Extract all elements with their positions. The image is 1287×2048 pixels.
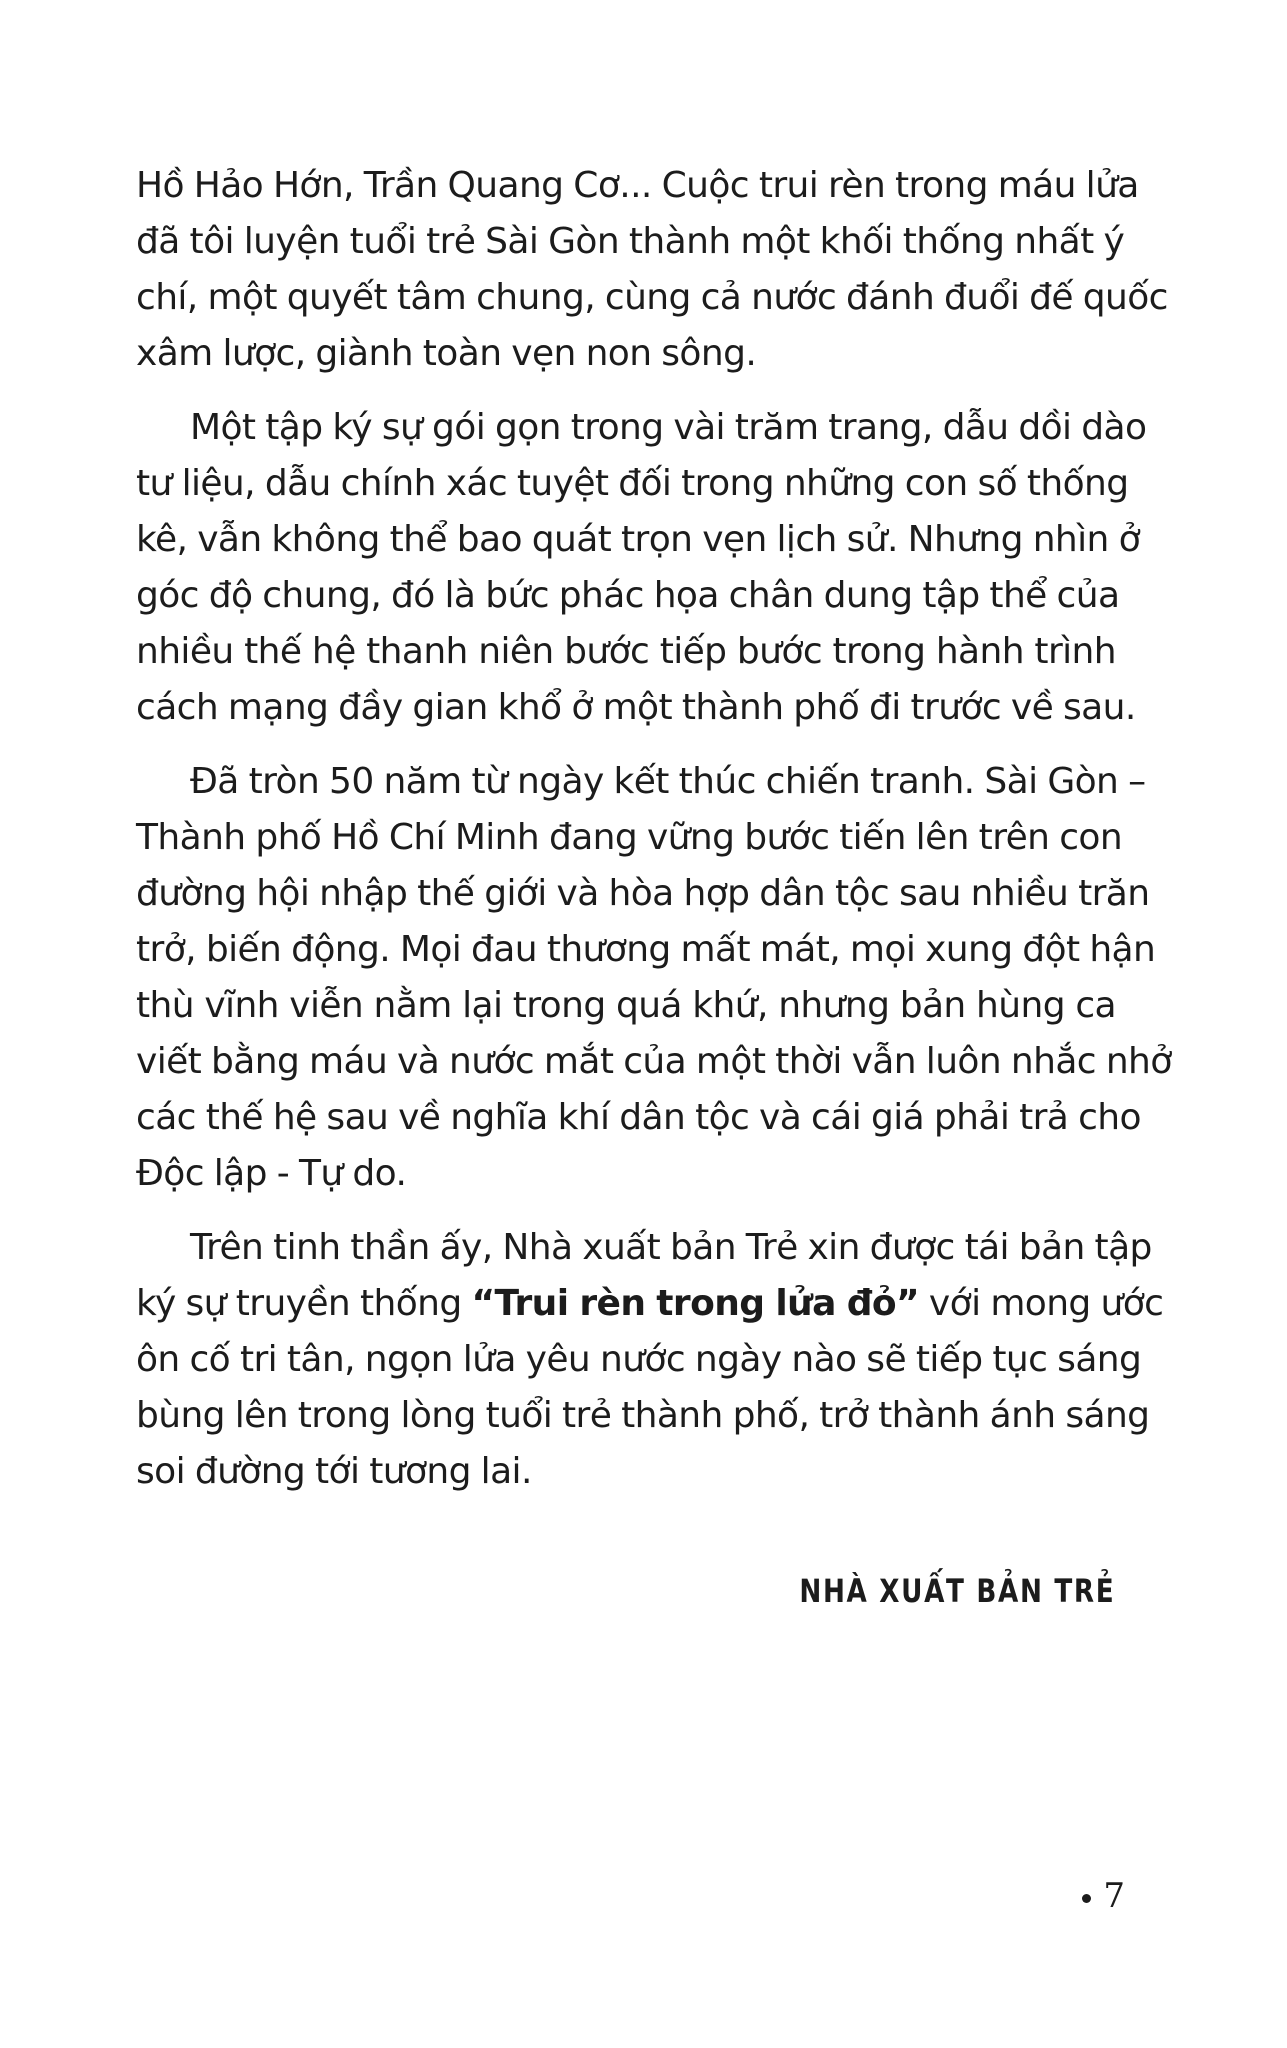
- text-line: tư liệu, dẫu chính xác tuyệt đối trong những con số thống: [136, 463, 1129, 504]
- text-line: đường hội nhập thế giới và hòa hợp dân tộc sau nhiều trăn: [136, 873, 1150, 914]
- text-line: Trên tinh thần ấy, Nhà xuất bản Trẻ xin được tái bản tập: [190, 1227, 1152, 1268]
- text-line: góc độ chung, đó là bức phác họa chân dung tập thể của: [136, 575, 1120, 616]
- text-line: soi đường tới tương lai.: [136, 1451, 532, 1492]
- text-segment: ký sự truyền thống: [136, 1283, 472, 1324]
- paragraph-4: [136, 1220, 1164, 1500]
- text-line: đã tôi luyện tuổi trẻ Sài Gòn thành một khối thống nhất ý: [136, 221, 1125, 262]
- text-line: Độc lập - Tự do.: [136, 1153, 407, 1194]
- text-line-with-book-title: [136, 1276, 1164, 1332]
- text-line: trở, biến động. Mọi đau thương mất mát, mọi xung đột hận: [136, 929, 1156, 970]
- text-line: bùng lên trong lòng tuổi trẻ thành phố, trở thành ánh sáng: [136, 1395, 1150, 1436]
- paragraph-3: [136, 754, 1172, 1202]
- body-text: [136, 158, 1172, 1518]
- paragraph-2: [136, 400, 1147, 736]
- bullet-icon: [1082, 1894, 1091, 1903]
- text-line: các thế hệ sau về nghĩa khí dân tộc và cái giá phải trả cho: [136, 1097, 1141, 1138]
- publisher-signature: NHÀ XUẤT BẢN TRẺ: [799, 1572, 1115, 1610]
- text-line: viết bằng máu và nước mắt của một thời vẫn luôn nhắc nhở: [136, 1041, 1172, 1082]
- text-line: nhiều thế hệ thanh niên bước tiếp bước trong hành trình: [136, 631, 1116, 672]
- text-line: chí, một quyết tâm chung, cùng cả nước đánh đuổi đế quốc: [136, 277, 1168, 318]
- page-number: 7: [1103, 1876, 1125, 1916]
- text-line: Hồ Hảo Hớn, Trần Quang Cơ... Cuộc trui rèn trong máu lửa: [136, 165, 1139, 206]
- text-line: kê, vẫn không thể bao quát trọn vẹn lịch sử. Nhưng nhìn ở: [136, 519, 1141, 560]
- text-line: Thành phố Hồ Chí Minh đang vững bước tiến lên trên con: [136, 817, 1123, 858]
- text-segment: với mong ước: [919, 1283, 1164, 1324]
- text-line: xâm lược, giành toàn vẹn non sông.: [136, 333, 757, 374]
- page-number-footer: [1082, 1876, 1125, 1916]
- text-line: Đã tròn 50 năm từ ngày kết thúc chiến tranh. Sài Gòn –: [190, 761, 1146, 802]
- book-title: “Trui rèn trong lửa đỏ”: [471, 1283, 920, 1324]
- paragraph-1: [136, 158, 1168, 382]
- text-line: thù vĩnh viễn nằm lại trong quá khứ, nhưng bản hùng ca: [136, 985, 1116, 1026]
- text-line: ôn cố tri tân, ngọn lửa yêu nước ngày nào sẽ tiếp tục sáng: [136, 1339, 1142, 1380]
- text-line: Một tập ký sự gói gọn trong vài trăm trang, dẫu dồi dào: [190, 407, 1147, 448]
- text-line: cách mạng đầy gian khổ ở một thành phố đi trước về sau.: [136, 687, 1136, 728]
